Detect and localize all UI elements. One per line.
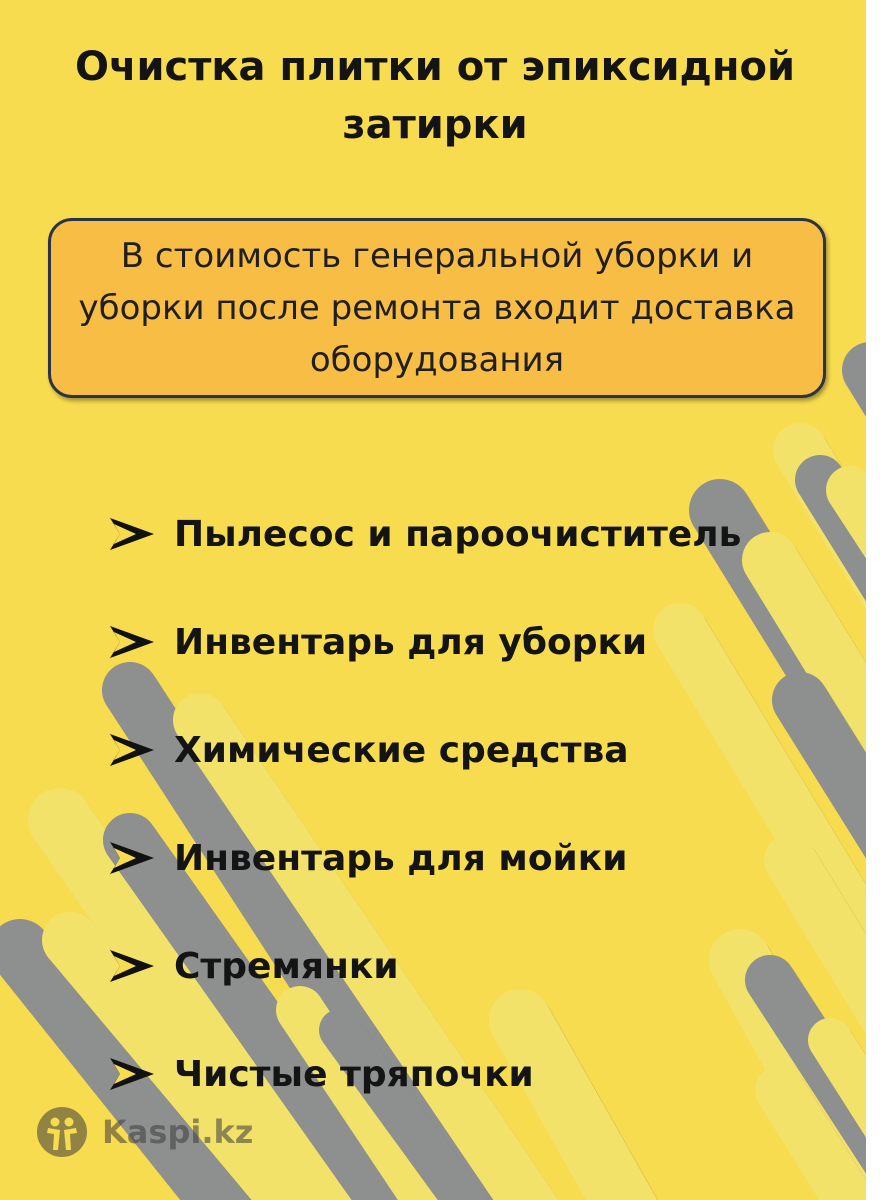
list-item-label: Чистые тряпочки	[174, 1053, 534, 1095]
arrow-bullet-icon	[106, 1054, 158, 1094]
list-item	[106, 828, 627, 888]
list-item	[106, 612, 647, 672]
list-item-label: Пылесос и пароочиститель	[174, 513, 742, 555]
list-item-label: Инвентарь для мойки	[174, 837, 628, 879]
list-item	[106, 504, 741, 564]
list-item-label: Химические средства	[174, 729, 629, 771]
arrow-bullet-icon	[106, 730, 158, 770]
list-item	[106, 1044, 534, 1104]
arrow-bullet-icon	[106, 622, 158, 662]
info-box	[48, 218, 826, 398]
list-item	[106, 936, 399, 996]
arrow-bullet-icon	[106, 514, 158, 554]
list-item-label: Стремянки	[174, 945, 399, 987]
list-item-label: Инвентарь для уборки	[174, 621, 648, 663]
kaspi-watermark	[36, 1106, 253, 1158]
page-title: Очистка плитки от эпиксидной затирки	[75, 44, 795, 148]
list-item	[106, 720, 629, 780]
watermark-text: Kaspi.kz	[102, 1113, 254, 1151]
kaspi-logo-icon	[36, 1106, 88, 1158]
arrow-bullet-icon	[106, 946, 158, 986]
info-box-text: В стоимость генеральной уборки и уборки после ремонта входит доставка оборудования	[78, 236, 796, 380]
arrow-bullet-icon	[106, 838, 158, 878]
